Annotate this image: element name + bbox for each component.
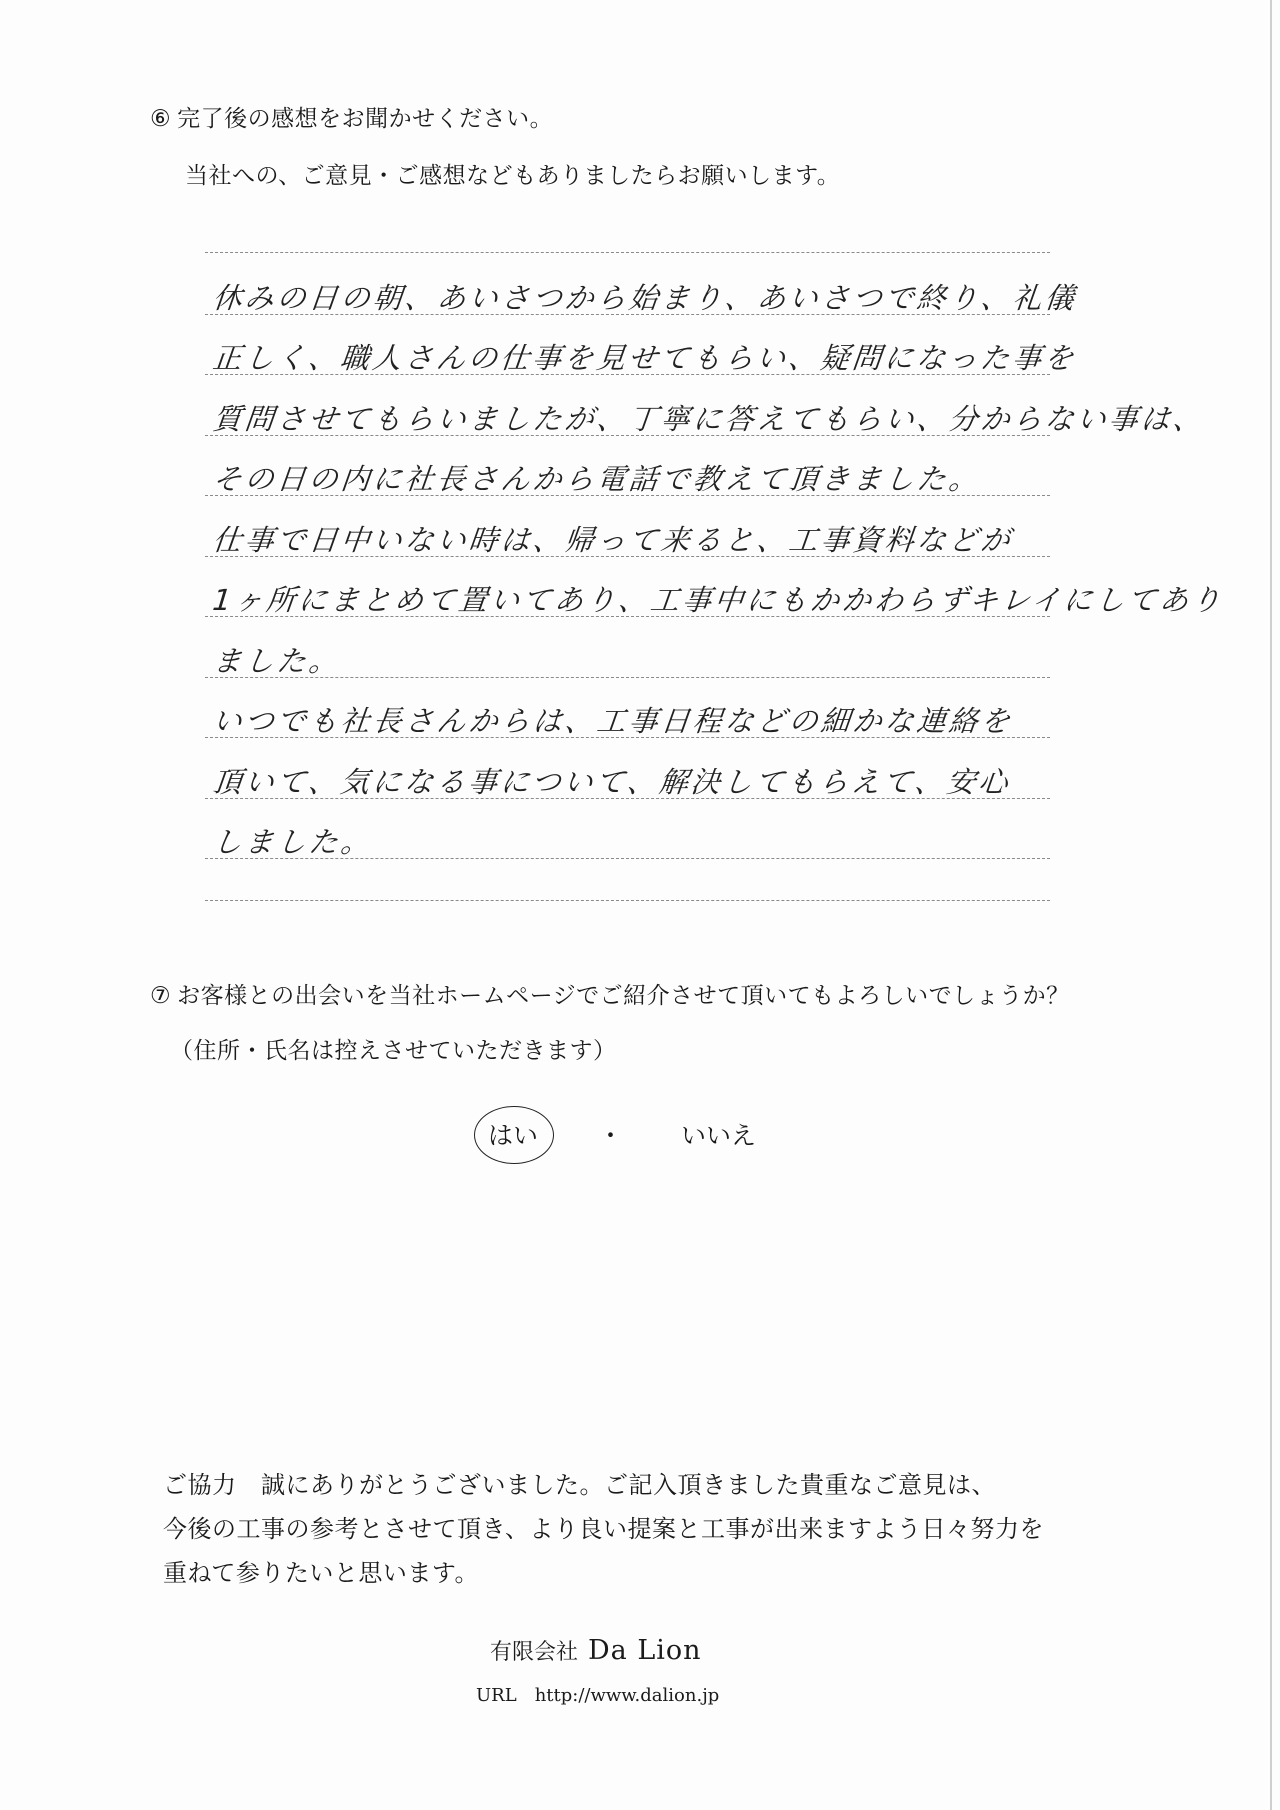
company-name: Da Lion — [588, 1635, 702, 1666]
option-no[interactable]: いいえ — [681, 1121, 757, 1150]
question-7-number: ⑦ — [150, 983, 172, 1009]
handwritten-line: ました。 — [211, 644, 343, 678]
consent-choice-row — [478, 1112, 756, 1156]
company-url — [476, 1685, 719, 1706]
closing-line-1: ご協力 誠にありがとうございました。ご記入頂きました貴重なご意見は、 — [163, 1471, 996, 1499]
closing-line-3: 重ねて参りたいと思います。 — [163, 1559, 479, 1587]
url-link[interactable]: http://www.dalion.jp — [534, 1685, 720, 1706]
handwritten-line: 仕事で日中いない時は、帰って来ると、工事資料などが — [211, 523, 1015, 557]
ruled-line — [205, 900, 1050, 901]
handwritten-line: 正しく、職人さんの仕事を見せてもらい、疑問になった事を — [211, 341, 1079, 375]
closing-message — [163, 1463, 1044, 1595]
handwritten-line: 1ヶ所にまとめて置いてあり、工事中にもかかわらずキレイにしてあり — [211, 583, 1226, 617]
question-7-text: お客様との出会いを当社ホームページでご紹介させて頂いてもよろしいでしょうか？ — [177, 983, 1070, 1009]
closing-line-2: 今後の工事の参考とさせて頂き、より良い提案と工事が出来ますよう日々努力を — [163, 1515, 1045, 1543]
url-label: URL — [476, 1685, 517, 1706]
handwritten-line: 質問させてもらいましたが、丁寧に答えてもらい、分からない事は、 — [211, 402, 1207, 436]
option-separator: ・ — [598, 1121, 624, 1150]
question-6-title — [150, 100, 553, 133]
handwritten-line: その日の内に社長さんから電話で教えて頂きました。 — [211, 462, 983, 496]
ruled-line — [205, 252, 1050, 253]
handwritten-line: いつでも社長さんからは、工事日程などの細かな連絡を — [211, 704, 1015, 738]
question-6-subtext: 当社への、ご意見・ご感想などもありましたらお願いします。 — [185, 163, 841, 189]
page-edge-divider — [1270, 0, 1272, 1810]
question-7-subtext: （住所・氏名は控えさせていただきます） — [170, 1038, 617, 1064]
question-6-number: ⑥ — [150, 106, 172, 132]
company-prefix: 有限会社 — [490, 1640, 579, 1665]
question-6-text: 完了後の感想をお聞かせください。 — [177, 106, 554, 132]
option-yes-circled[interactable]: はい — [478, 1112, 548, 1156]
company-name-block — [490, 1635, 702, 1666]
handwritten-line: 休みの日の朝、あいさつから始まり、あいさつで終り、礼儀 — [211, 281, 1079, 315]
handwritten-line: しました。 — [211, 825, 375, 859]
handwritten-line: 頂いて、気になる事について、解決してもらえて、安心 — [211, 765, 1013, 799]
question-7-title — [150, 977, 1070, 1010]
